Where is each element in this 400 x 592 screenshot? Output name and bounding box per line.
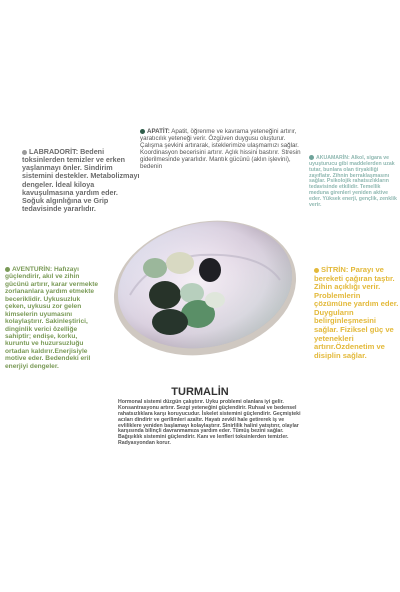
bullet-icon — [5, 267, 10, 272]
aventurin-text-block — [5, 266, 100, 370]
sitrin-name: SİTRİN: — [321, 265, 349, 274]
aventurin-description: Hafızayı güçlendirir, akıl ve zihin gücünü artırır, karar vermekte zorlananlara yardım etmekte beceriklidir. Uykusuzluk çeken, uykusu zor gelen kimselerin uyumasını kolaylaştırır. Sakinleştirici, dinginlik verici özelliğe sahiptir; endişe, korku, kuruntu ve huzursuzluğu ortadan kaldırır.Enerjisiyle motive eder. Bedendeki eril enerjiyi dengeler. — [5, 266, 99, 370]
akuamarin-text-block — [309, 155, 399, 209]
labradorit-name: LABRADORİT: — [29, 147, 79, 156]
turmalin-title: TURMALİN — [171, 386, 229, 398]
aventurin-name: AVENTURİN: — [12, 266, 53, 273]
apatit-name: APATİT: — [147, 128, 170, 135]
bullet-icon — [314, 268, 319, 273]
apatit-description: Apatit, öğrenme ve kavrama yeteneğini artırır, yaratıcılık yeteneği verir. Özgüven duygusu oluşturur. Çalışma şevkini artırarak, isteklerimize ulaşmamızı sağlar. Koordinasyon becerisini artırır. Açlık hissini bastırır. Stresin giderilmesinde yararlıdır. Mantık gücünü (aklın işlevini), bedenin — [140, 128, 301, 170]
abalone-shell-image — [110, 200, 300, 360]
sitrin-description: Parayı ve bereketi çağıran taştır. Zihin açıklığı verir. Problemlerin çözümüne yardım eder. Duyguların belirginleşmesini sağlar. Fiziksel güç ve yetenekleri artırır.Özdenetim ve disiplin sağlar. — [314, 265, 399, 360]
akuamarin-description: Alkol, sigara ve uyuşturucu gibi maddelerden uzak tutar, bunlara olan tiryakiliği zayıflatır. Zihnin berraklaşmasını sağlar. Psikolojik rahatsızlıkların tedavisinde etkilidir. Temellik meduna girenleri yeniden aktive eder. Yüksek enerji, gençlik, zenklik verir. — [309, 154, 397, 208]
bullet-icon — [309, 155, 314, 160]
bullet-icon — [22, 150, 27, 155]
turmalin-description: Hormonal sistemi düzgün çalıştırır. Uyku problemi olanlara iyi gelir. Konsantrasyonu artırır. Sezgi yeteneğini güçlendirir. Ruhsal ve bedensel rahatsızlıklara karşı koruyucudur. İskelet sistemini güçlendirir. Geçmişteki acıları dindirir ve gerilimleri azaltır. Hayatı zevkli hale getirerek iş ve evliliklere yeniden başlamayı kolaylaştırır. Sinirlilik halini yatıştırır, olaylar karşısında bilinçli davranmamıza yardım eder. Tümüş bezini sağlar. Bağışıklık sistemini güçlendirir. Kanı ve lenfleri toksinlerden temizler. Radyasyondan korur. — [118, 399, 301, 447]
apatit-text-block — [140, 128, 305, 170]
bullet-icon — [140, 129, 145, 134]
sitrin-text-block — [314, 266, 400, 360]
akuamarin-name: AKUAMARİN: — [316, 154, 350, 161]
labradorit-description: Bedeni toksinlerden temizler ve erken yaşlanmayı önler. Sindirim sistemini destekler. Metabolizmayı dengeler. İdeal kiloya kavuşulmasına yardım eder. Soğuk algınlığına ve Grip tedavisinde yararlıdır. — [22, 147, 140, 213]
